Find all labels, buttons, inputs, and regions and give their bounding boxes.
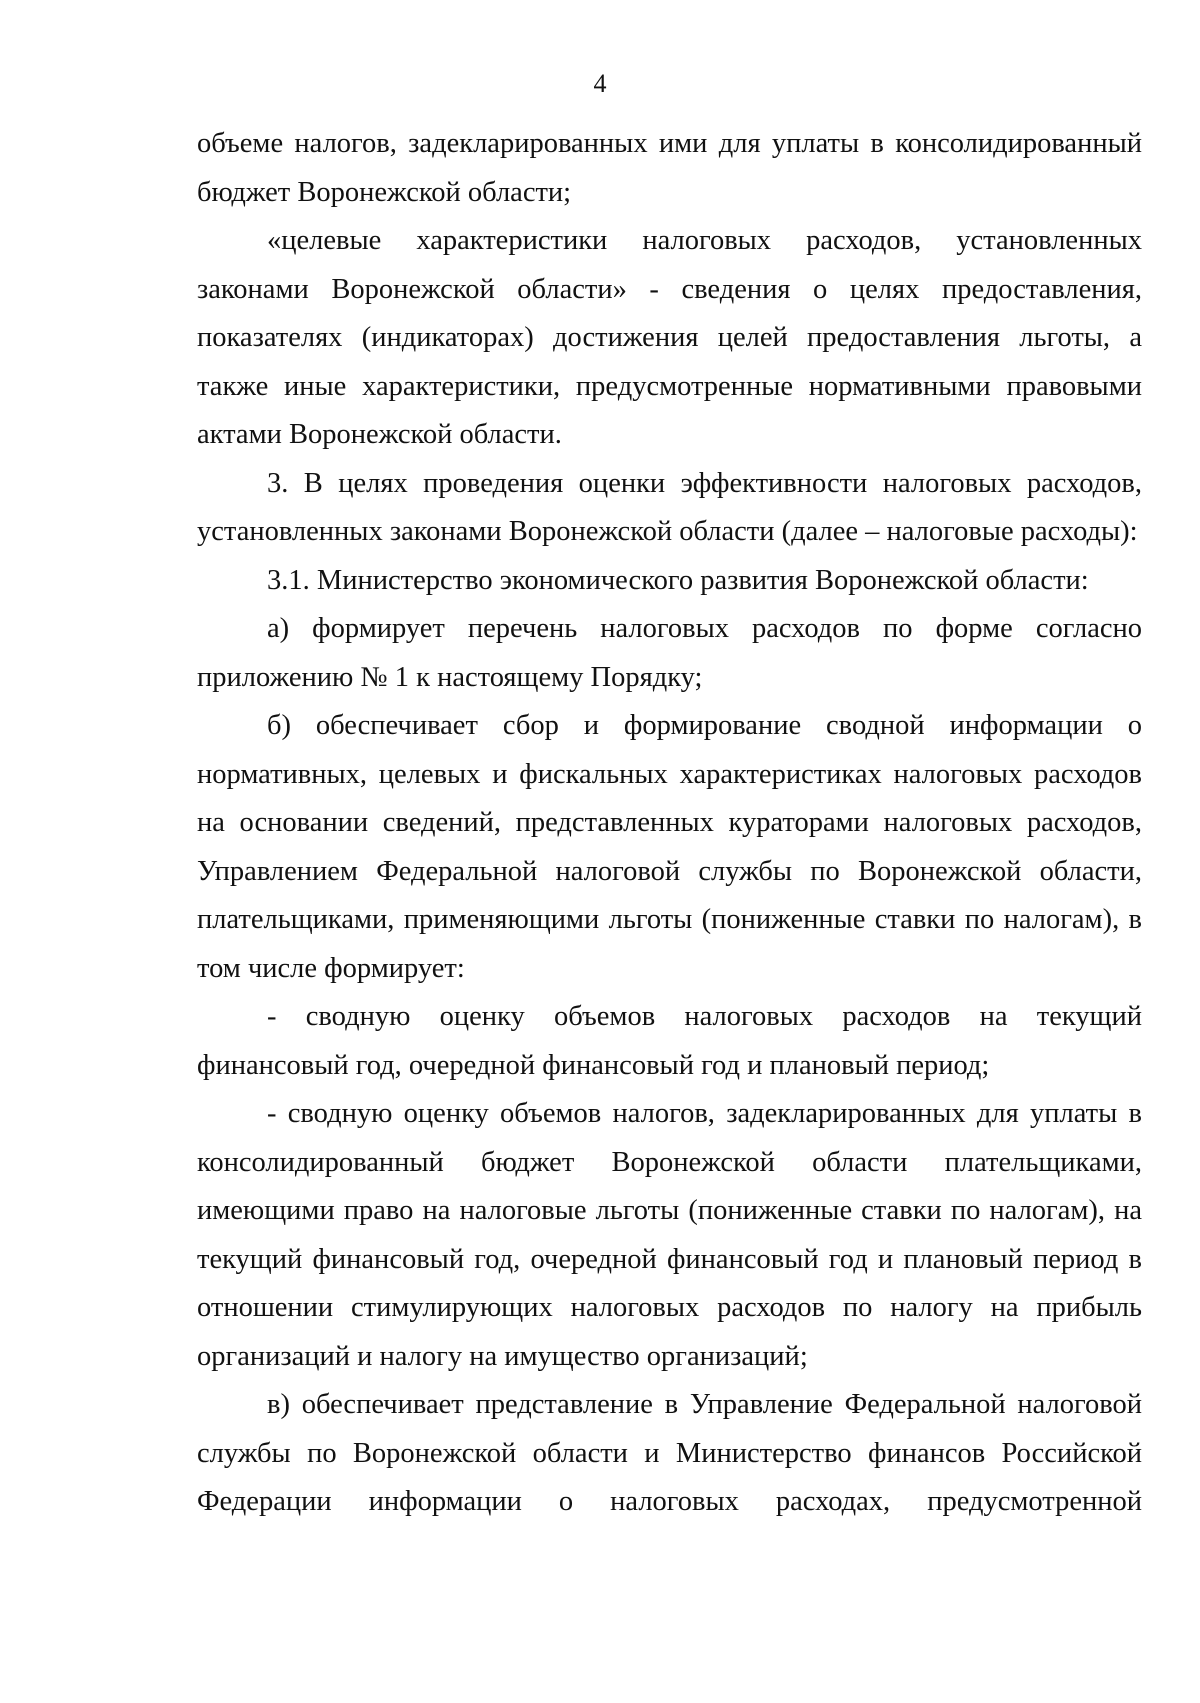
paragraph-target-characteristics: «целевые характеристики налоговых расходов, установленных законами Воронежской области» - сведения о целях предоставления, показателях (индикаторах) достижения целей предоставления льготы, а также иные характеристики, предусмотренные нормативными правовыми актами Воронежской области. [197, 225, 1142, 450]
paragraph-subitem-v: в) обеспечивает представление в Управление Федеральной налоговой службы по Воронежской области и Министерство финансов Российской Федерации информации о налоговых расходах, предусмотренной [197, 1389, 1142, 1517]
paragraph-dash-item-2: - сводную оценку объемов налогов, задекларированных для уплаты в консолидированный бюджет Воронежской области плательщиками, имеющими право на налоговые льготы (пониженные ставки по налогам), на текущий финансовый год, очередной финансовый год и плановый период в отношении стимулирующих налоговых расходов по налогу на прибыль организаций и налогу на имущество организаций; [197, 1098, 1142, 1372]
document-body [197, 120, 1142, 1527]
paragraph-subitem-a: а) формирует перечень налоговых расходов по форме согласно приложению № 1 к настоящему Порядку; [197, 613, 1142, 693]
paragraph-item-3-1: 3.1. Министерство экономического развития Воронежской области: [267, 564, 1089, 596]
page-number: 4 [593, 69, 607, 98]
paragraph-dash-item-1: - сводную оценку объемов налоговых расходов на текущий финансовый год, очередной финансовый год и плановый период; [197, 1001, 1142, 1081]
paragraph-continuation: объеме налогов, задекларированных ими для уплаты в консолидированный бюджет Воронежской области; [197, 128, 1142, 208]
paragraph-subitem-b: б) обеспечивает сбор и формирование сводной информации о нормативных, целевых и фискальных характеристиках налоговых расходов на основании сведений, представленных кураторами налоговых расходов, Управлением Федеральной налоговой службы по Воронежской области, плательщиками, применяющими льготы (пониженные ставки по налогам), в том числе формирует: [197, 710, 1142, 984]
paragraph-item-3: 3. В целях проведения оценки эффективности налоговых расходов, установленных законами Воронежской области (далее – налоговые расходы): [197, 467, 1142, 547]
